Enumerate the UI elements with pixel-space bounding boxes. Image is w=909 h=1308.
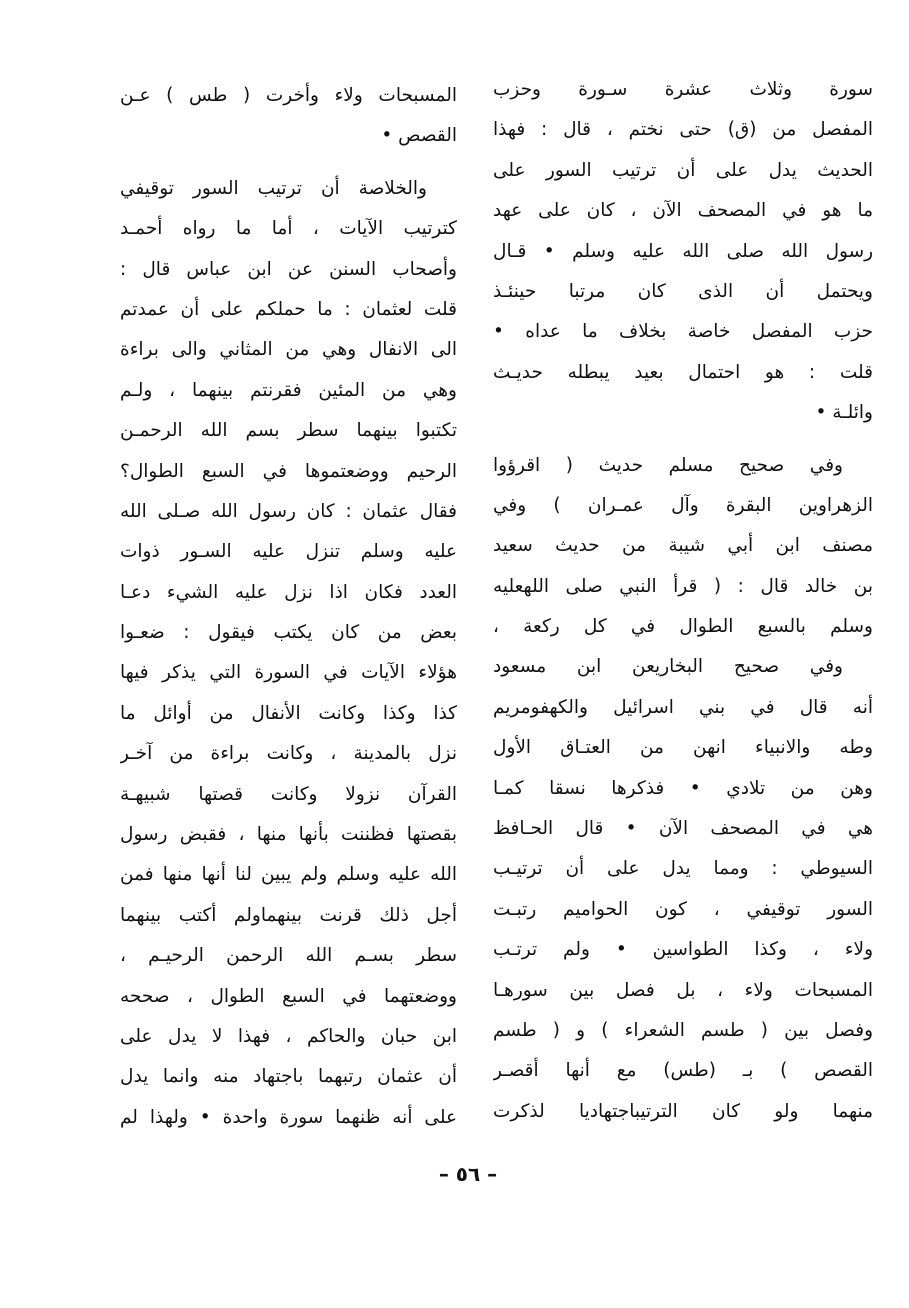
- text-line: قلت لعثمان : ما حملكم على أن عمدتم: [120, 298, 457, 320]
- text-line: رسول الله صلى الله عليه وسلم • قـال: [493, 240, 873, 262]
- text-column-right: [493, 70, 873, 1132]
- text-line: فقال عثمان : كان رسول الله صـلى الله: [120, 500, 457, 522]
- text-line: ووضعتهما في السبع الطوال ، صححه: [120, 985, 457, 1007]
- text-line: وائلـة •: [815, 402, 873, 424]
- text-line: وفي صحيح البخاريعن ابن مسعود: [493, 656, 843, 678]
- text-line: هي في المصحف الآن • قال الحـافظ: [493, 818, 873, 840]
- text-line: كترتيب الآيات ، أما ما رواه أحمـد: [120, 218, 457, 240]
- text-line: القرآن نزولا وكانت قصتها شبيهـة: [120, 783, 457, 805]
- text-line: العدد فكان اذا نزل عليه الشيء دعـا: [120, 581, 457, 603]
- text-line: مصنف ابن أبي شيبة من حديث سعيد: [493, 535, 873, 557]
- text-line: منهما ولو كان الترتيباجتهاديا لذكرت: [493, 1100, 873, 1122]
- text-line: ابن حبان والحاكم ، فهذا لا يدل على: [120, 1025, 457, 1047]
- text-line: تكتبوا بينهما سطر بسم الله الرحمـن: [120, 420, 457, 442]
- text-line: بعض من كان يكتب فيقول : ضعـوا: [120, 622, 457, 644]
- text-line: وهن من تلادي • فذكرها نسقا كمـا: [493, 777, 873, 799]
- text-line: وطه والانبياء انهن من العتـاق الأول: [493, 737, 873, 759]
- text-line: المسبحات ولاء وأخرت ( طس ) عـن: [120, 85, 457, 106]
- text-line: أن عثمان رتبهما باجتهاد منه وانما يدل: [120, 1066, 457, 1088]
- text-line: ما هو في المصحف الآن ، كان على عهد: [493, 200, 873, 222]
- text-line: كذا وكذا وكانت الأنفال من أوائل ما: [120, 702, 457, 724]
- text-line: الحديث يدل على أن ترتيب السور على: [493, 159, 873, 181]
- text-column-left: [120, 76, 457, 1138]
- text-line: وسلم بالسبع الطوال في كل ركعة ،: [493, 616, 873, 638]
- text-line: بقصتها فظننت بأنها منها ، فقبض رسول: [120, 824, 457, 846]
- text-line: أجل ذلك قرنت بينهماولم أكتب بينهما: [120, 904, 457, 926]
- text-line: ويحتمل أن الذى كان مرتبا حينئـذ: [493, 280, 873, 302]
- text-line: ولاء ، وكذا الطواسين • ولم ترتـب: [493, 939, 873, 961]
- text-line: السيوطي : ومما يدل على أن ترتيـب: [493, 858, 873, 880]
- text-line: وفصل بين ( طسم الشعراء ) و ( طسم: [493, 1019, 873, 1041]
- text-line: حزب المفصل خاصة بخلاف ما عداه •: [493, 321, 873, 343]
- text-line: أنه قال في بني اسرائيل والكهفومريم: [493, 696, 873, 718]
- text-line: الله عليه وسلم ولم يبين لنا أنها منها فمن: [120, 864, 457, 886]
- text-line: الرحيم ووضعتموها في السبع الطوال؟: [120, 460, 457, 482]
- text-line: قلت : هو احتمال بعيد يبطله حديـث: [493, 361, 873, 383]
- text-line: وفي صحيح مسلم حديث ( اقرؤوا: [493, 454, 843, 476]
- text-line: بن خالد قال : ( قرأ النبي صلى اللهعليه: [493, 575, 873, 597]
- text-line: والخلاصة أن ترتيب السور توقيفي: [120, 177, 427, 199]
- text-line: السور توقيفي ، كون الحواميم رتبـت: [493, 898, 873, 920]
- text-line: عليه وسلم تنزل عليه السـور ذوات: [120, 541, 457, 563]
- text-line: الزهراوين البقرة وآل عمـران ) وفي: [493, 494, 873, 516]
- text-line: وهي من المئين فقرنتم بينهما ، ولـم: [120, 379, 457, 401]
- text-line: المسبحات ولاء ، بل فصل بين سورهـا: [493, 979, 873, 1001]
- text-line: الى الانفال وهي من المثاني والى براءة: [120, 339, 457, 361]
- text-line: القصص ) بـ (طس) مع أنها أقصـر: [493, 1060, 873, 1082]
- text-line: وأصحاب السنن عن ابن عباس قال :: [120, 258, 457, 280]
- text-line: هؤلاء الآيات في السورة التي يذكر فيها: [120, 662, 457, 684]
- text-line: المفصل من (ق) حتى نختم ، قال : فهذا: [493, 119, 873, 141]
- text-line: على أنه ظنهما سورة واحدة • ولهذا لم: [120, 1106, 457, 1128]
- page-number: – ٥٦ –: [438, 1162, 498, 1186]
- text-line: القصص •: [381, 125, 457, 147]
- text-line: سطر بسـم الله الرحمن الرحيـم ،: [120, 945, 457, 967]
- text-line: نزل بالمدينة ، وكانت براءة من آخـر: [120, 743, 457, 765]
- text-line: سورة وثلاث عشرة سـورة وحزب: [493, 79, 873, 100]
